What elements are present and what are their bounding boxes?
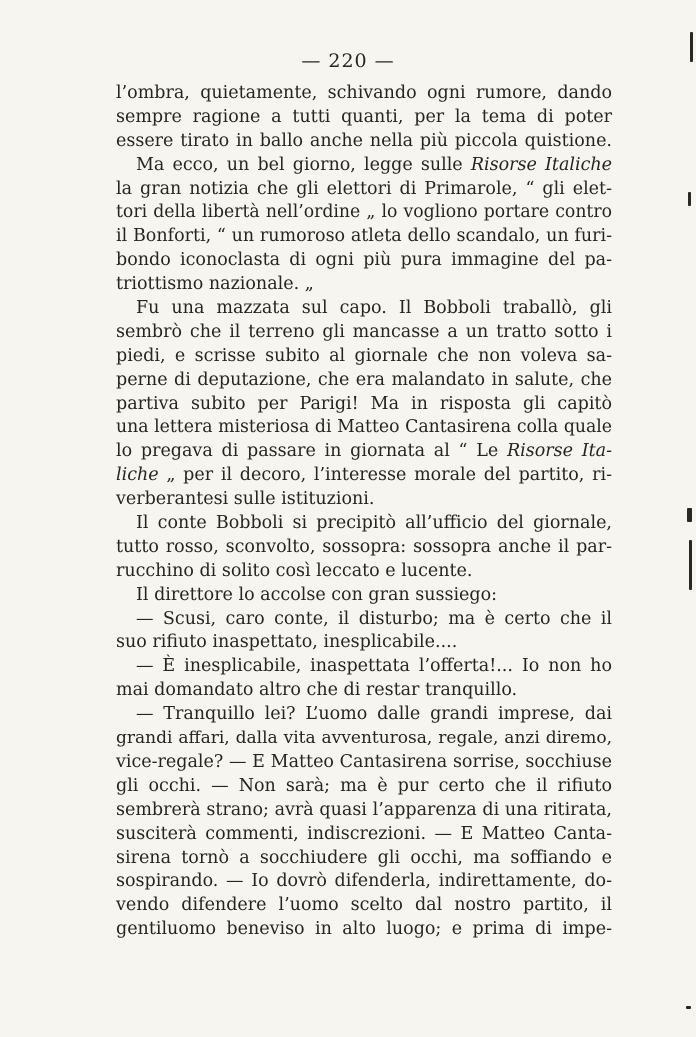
text-line: sembrerà strano; avrà quasi l’apparenza di una ritirata, — [116, 799, 612, 820]
text-line: essere tirato in ballo anche nella più piccola quistione. — [116, 130, 612, 151]
text-line: bondo iconoclasta di ogni più pura immagine del pa- — [116, 250, 612, 271]
text-line: sembrò che il terreno gli mancasse a un tratto sotto i — [116, 321, 612, 342]
page-number: — 220 — — [301, 50, 395, 72]
text-line: il Bonforti, “ un rumoroso atleta dello scandalo, un furi- — [116, 226, 612, 247]
scan-edge-mark — [690, 32, 693, 62]
body-text — [116, 82, 612, 942]
text-line: — Tranquillo lei? L’uomo dalle grandi imprese, dai — [136, 704, 612, 725]
text-line: vendo difendere l’uomo scelto dal nostro partito, il — [116, 895, 612, 916]
text-line: Il direttore lo accolse con gran sussiego: — [136, 584, 498, 605]
text-line: gentiluomo beneviso in alto luogo; e prima di impe- — [116, 919, 612, 940]
text-line: — È inesplicabile, inaspettata l’offerta!... Io non ho — [136, 656, 612, 677]
text-line: liche „ per il decoro, l’interesse morale del partito, ri- — [116, 465, 612, 486]
text-line: perne di deputazione, che era malandato in salute, che — [116, 369, 612, 390]
text-line: rucchino di solito così leccato e lucente. — [116, 560, 473, 581]
text-line: — Scusi, caro conte, il disturbo; ma è certo che il — [136, 608, 612, 629]
scan-edge-mark — [687, 508, 692, 522]
text-line: gli occhi. — Non sarà; ma è pur certo che il rifiuto — [116, 775, 612, 796]
text-line: partiva subito per Parigi! Ma in risposta gli capitò — [116, 393, 612, 414]
text-line: sempre ragione a tutti quanti, per la tema di poter — [116, 106, 612, 127]
text-line: Il conte Bobboli si precipitò all’ufficio del giornale, — [136, 513, 612, 534]
scan-edge-mark — [686, 1006, 691, 1009]
text-line: mai domandato altro che di restar tranquillo. — [116, 680, 518, 701]
text-line: Ma ecco, un bel giorno, legge sulle Risorse Italiche — [136, 154, 612, 175]
text-line: l’ombra, quietamente, schivando ogni rumore, dando — [116, 83, 612, 103]
text-line: piedi, e scrisse subito al giornale che non voleva sa- — [116, 345, 612, 366]
text-line: verberantesi sulle istituzioni. — [116, 489, 375, 510]
text-line: vice-regale? — E Matteo Cantasirena sorrise, socchiuse — [116, 751, 612, 772]
text-line: una lettera misteriosa di Matteo Cantasirena colla quale — [116, 417, 612, 438]
text-line: la gran notizia che gli elettori di Primarole, “ gli elet- — [116, 178, 612, 199]
text-line: sirena tornò a socchiudere gli occhi, ma soffiando e — [116, 847, 612, 868]
scan-edge-mark — [688, 192, 691, 206]
text-line: triottismo nazionale. „ — [116, 274, 314, 295]
text-line: Fu una mazzata sul capo. Il Bobboli traballò, gli — [136, 298, 612, 319]
text-line: sospirando. — Io dovrò difenderla, indirettamente, do- — [116, 871, 612, 892]
text-line: tori della libertà nell’ordine „ lo vogliono portare contro — [116, 202, 612, 223]
scan-edge-mark — [689, 540, 692, 590]
text-line: suo rifiuto inaspettato, inesplicabile.... — [116, 632, 458, 653]
text-line: susciterà commenti, indiscrezioni. — E Matteo Canta- — [116, 823, 612, 844]
text-line: lo pregava di passare in giornata al “ Le Risorse Ita- — [116, 441, 612, 462]
text-line: tutto rosso, sconvolto, sossopra: sossopra anche il par- — [116, 536, 612, 557]
text-line: grandi affari, dalla vita avventurosa, regale, anzi diremo, — [116, 728, 612, 749]
